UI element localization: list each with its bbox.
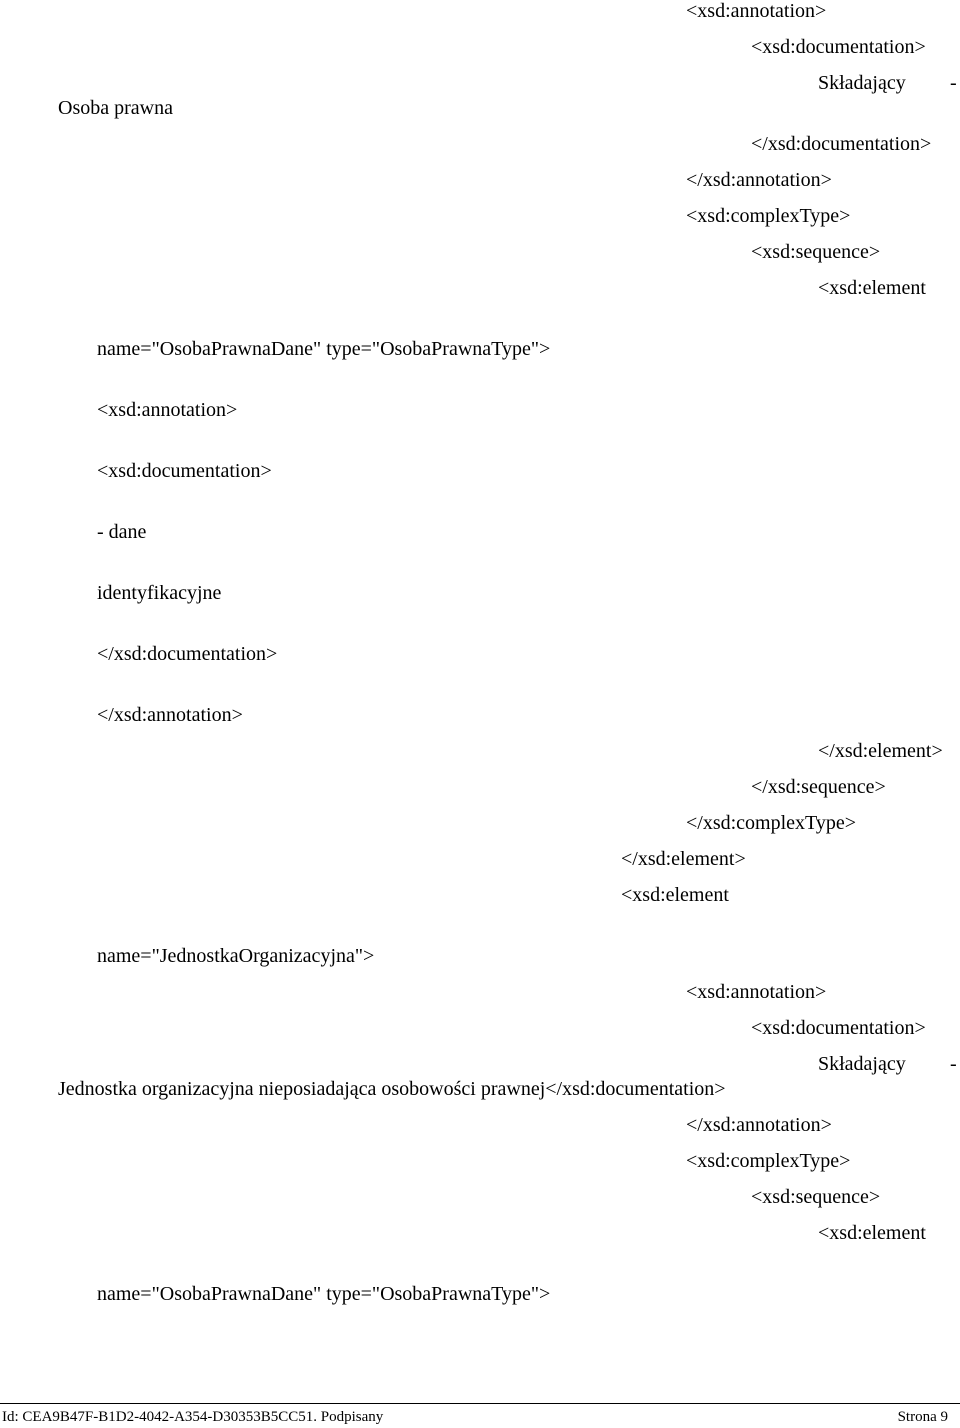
code-line-11: name="OsobaPrawnaDane" type="OsobaPrawnaType"> (97, 338, 551, 360)
footer-document-id: Id: CEA9B47F-B1D2-4042-A354-D30353B5CC51. Podpisany (2, 1409, 384, 1425)
code-line-26: Składający (818, 1053, 906, 1075)
code-line-23: name="JednostkaOrganizacyjna"> (97, 945, 375, 967)
code-line-6: </xsd:documentation> (751, 133, 932, 155)
code-line-29: </xsd:annotation> (686, 1114, 832, 1136)
code-line-27: - (950, 1053, 957, 1075)
code-line-7: </xsd:annotation> (686, 169, 832, 191)
code-line-24: <xsd:annotation> (686, 981, 827, 1003)
code-line-16: </xsd:documentation> (97, 643, 278, 665)
code-line-14: - dane (97, 521, 147, 543)
code-line-5: Osoba prawna (58, 97, 173, 119)
footer-page-number: Strona 9 (897, 1409, 948, 1425)
code-line-21: </xsd:element> (621, 848, 746, 870)
code-line-15: identyfikacyjne (97, 582, 222, 604)
code-line-9: <xsd:sequence> (751, 241, 881, 263)
code-line-10: <xsd:element (818, 277, 926, 299)
code-line-13: <xsd:documentation> (97, 460, 272, 482)
code-line-3: Składający (818, 72, 906, 94)
code-line-2: <xsd:documentation> (751, 36, 926, 58)
code-line-1: <xsd:annotation> (686, 0, 827, 22)
code-line-25: <xsd:documentation> (751, 1017, 926, 1039)
code-line-22: <xsd:element (621, 884, 729, 906)
code-line-32: <xsd:element (818, 1222, 926, 1244)
code-line-17: </xsd:annotation> (97, 704, 243, 726)
code-line-33: name="OsobaPrawnaDane" type="OsobaPrawnaType"> (97, 1283, 551, 1305)
code-line-30: <xsd:complexType> (686, 1150, 851, 1172)
footer-rule (0, 1403, 960, 1404)
code-line-19: </xsd:sequence> (751, 776, 886, 798)
code-line-8: <xsd:complexType> (686, 205, 851, 227)
code-line-20: </xsd:complexType> (686, 812, 857, 834)
code-line-18: </xsd:element> (818, 740, 943, 762)
code-line-4: - (950, 72, 957, 94)
code-line-28: Jednostka organizacyjna nieposiadająca osobowości prawnej</xsd:documentation> (58, 1078, 726, 1100)
code-line-12: <xsd:annotation> (97, 399, 238, 421)
code-line-31: <xsd:sequence> (751, 1186, 881, 1208)
